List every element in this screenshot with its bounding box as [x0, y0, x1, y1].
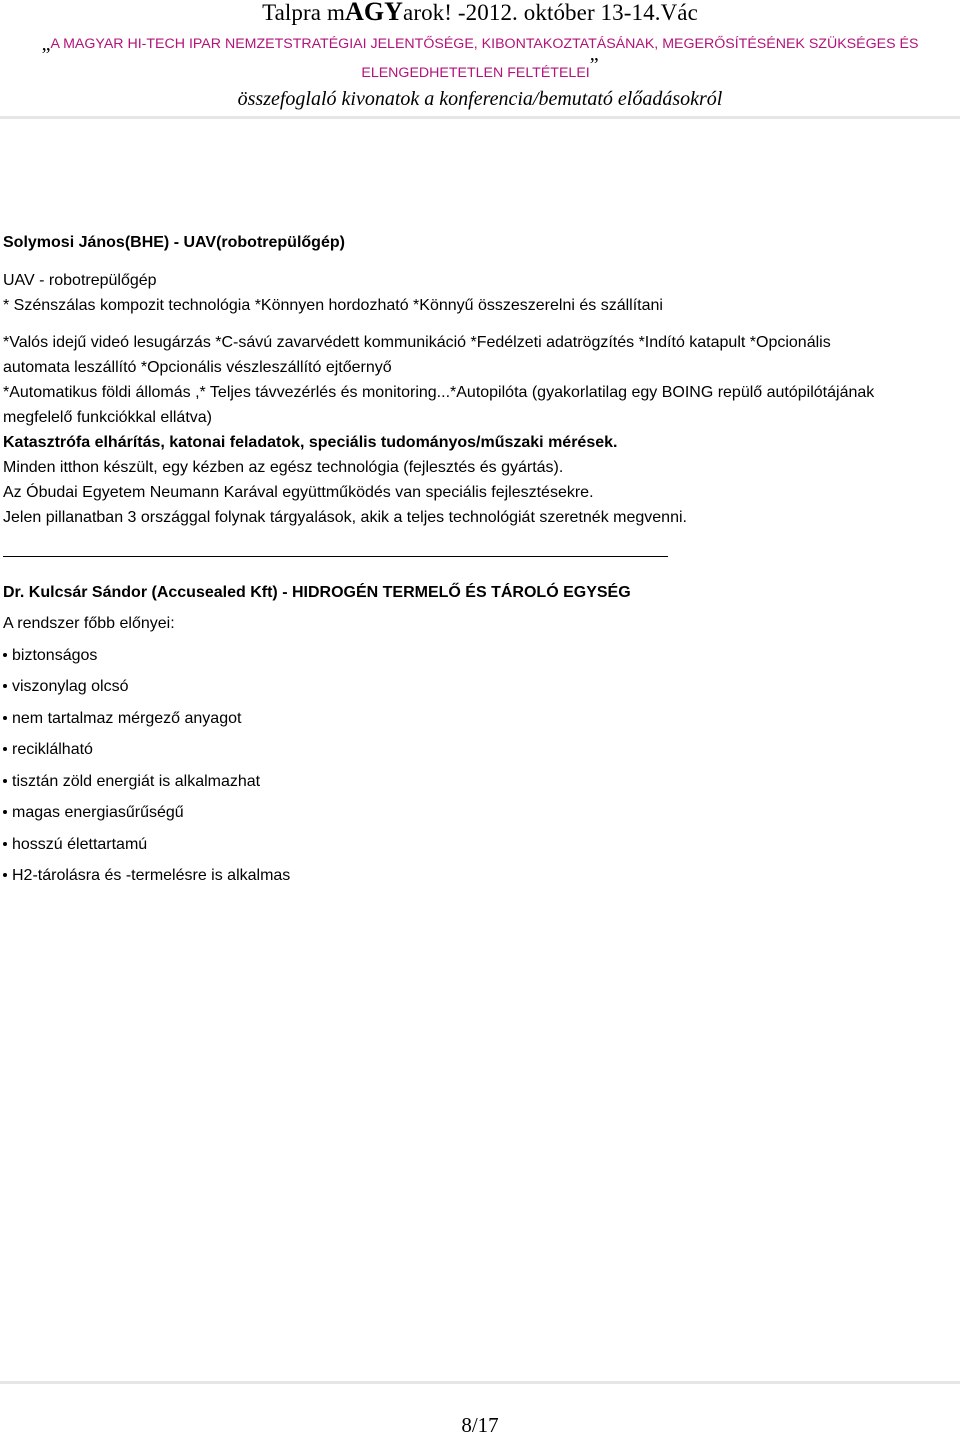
header-subtitle-text: A MAGYAR HI-TECH IPAR NEMZETSTRATÉGIAI JELENTŐSÉGE, KIBONTAKOZTATÁSÁNAK, MEGERŐSÍTÉSÉNEK SZÜKSÉGES ÉS ELENGEDHETETLEN FELTÉTELEI [50, 36, 919, 81]
list-item-text: hosszú élettartamú [12, 836, 148, 853]
bullet-icon [3, 873, 7, 877]
list-item-text: H2-tárolásra és -termelésre is alkalmas [12, 867, 291, 884]
section1-line: Az Óbudai Egyetem Neumann Karával együttműködés van speciális fejlesztésekre. [3, 484, 594, 501]
section1-line: *Valós idejű videó lesugárzás *C-sávú zavarvédett kommunikáció *Fedélzeti adatrögzítés *Indító katapult *Opcionális [3, 334, 831, 351]
section1-line: *Automatikus földi állomás ,* Teljes távvezérlés és monitoring...*Autopilóta (gyakorlatilag egy BOING repülő autópilótájának [3, 384, 875, 401]
list-item [3, 866, 290, 886]
list-item [3, 772, 260, 792]
header-italic-line: összefoglaló kivonatok a konferencia/bemutató előadásokról [237, 88, 723, 110]
page-number: 8/17 [461, 1413, 499, 1437]
footer-divider [0, 1381, 960, 1384]
list-item-text: magas energiasűrűségű [12, 804, 184, 821]
list-item-text: reciklálható [12, 741, 93, 758]
header-title-emphasis: AGY [344, 0, 404, 26]
close-quote: ” [589, 54, 599, 76]
bullet-icon [3, 747, 7, 751]
bullet-icon [3, 810, 7, 814]
bullet-icon [3, 684, 7, 688]
list-item-text: biztonságos [12, 647, 98, 664]
bullet-icon [3, 779, 7, 783]
section1-line: automata leszállító *Opcionális vészleszállító ejtőernyő [3, 359, 392, 376]
section1-line: megfelelő funkciókkal ellátva) [3, 409, 212, 426]
list-item [3, 835, 147, 855]
header-title-part: Talpra m [262, 0, 345, 25]
list-item [3, 740, 93, 760]
section2-intro: A rendszer főbb előnyei: [3, 615, 175, 632]
section1-bold-line: Katasztrófa elhárítás, katonai feladatok, speciális tudományos/műszaki mérések. [3, 434, 618, 451]
list-item-text: viszonylag olcsó [12, 678, 129, 695]
section-separator [3, 556, 668, 557]
bullet-icon [3, 653, 7, 657]
list-item [3, 677, 129, 697]
section1-line: Minden itthon készült, egy kézben az egész technológia (fejlesztés és gyártás). [3, 459, 564, 476]
section1-heading: Solymosi János(BHE) - UAV(robotrepülőgép) [3, 234, 345, 251]
list-item [3, 709, 241, 729]
section1-line: * Szénszálas kompozit technológia *Könnyen hordozható *Könnyű összeszerelni és szállítani [3, 297, 663, 314]
bullet-icon [3, 842, 7, 846]
page-header [0, 0, 960, 111]
bullet-icon [3, 716, 7, 720]
header-divider [0, 116, 960, 119]
section2-heading: Dr. Kulcsár Sándor (Accusealed Kft) - HIDROGÉN TERMELŐ ÉS TÁROLÓ EGYSÉG [3, 584, 631, 601]
open-quote: „ [41, 33, 51, 55]
section1-line: UAV - robotrepülőgép [3, 272, 157, 289]
header-title [0, 0, 960, 25]
list-item [3, 646, 97, 666]
list-item-text: nem tartalmaz mérgező anyagot [12, 710, 242, 727]
header-title-part: arok! -2012. október 13-14.Vác [403, 0, 698, 25]
section1-line: Jelen pillanatban 3 országgal folynak tárgyalások, akik a teljes technológiát szeretnék megvenni. [3, 509, 687, 526]
list-item-text: tisztán zöld energiát is alkalmazhat [12, 773, 261, 790]
header-subtitle [0, 29, 960, 87]
list-item [3, 803, 184, 823]
